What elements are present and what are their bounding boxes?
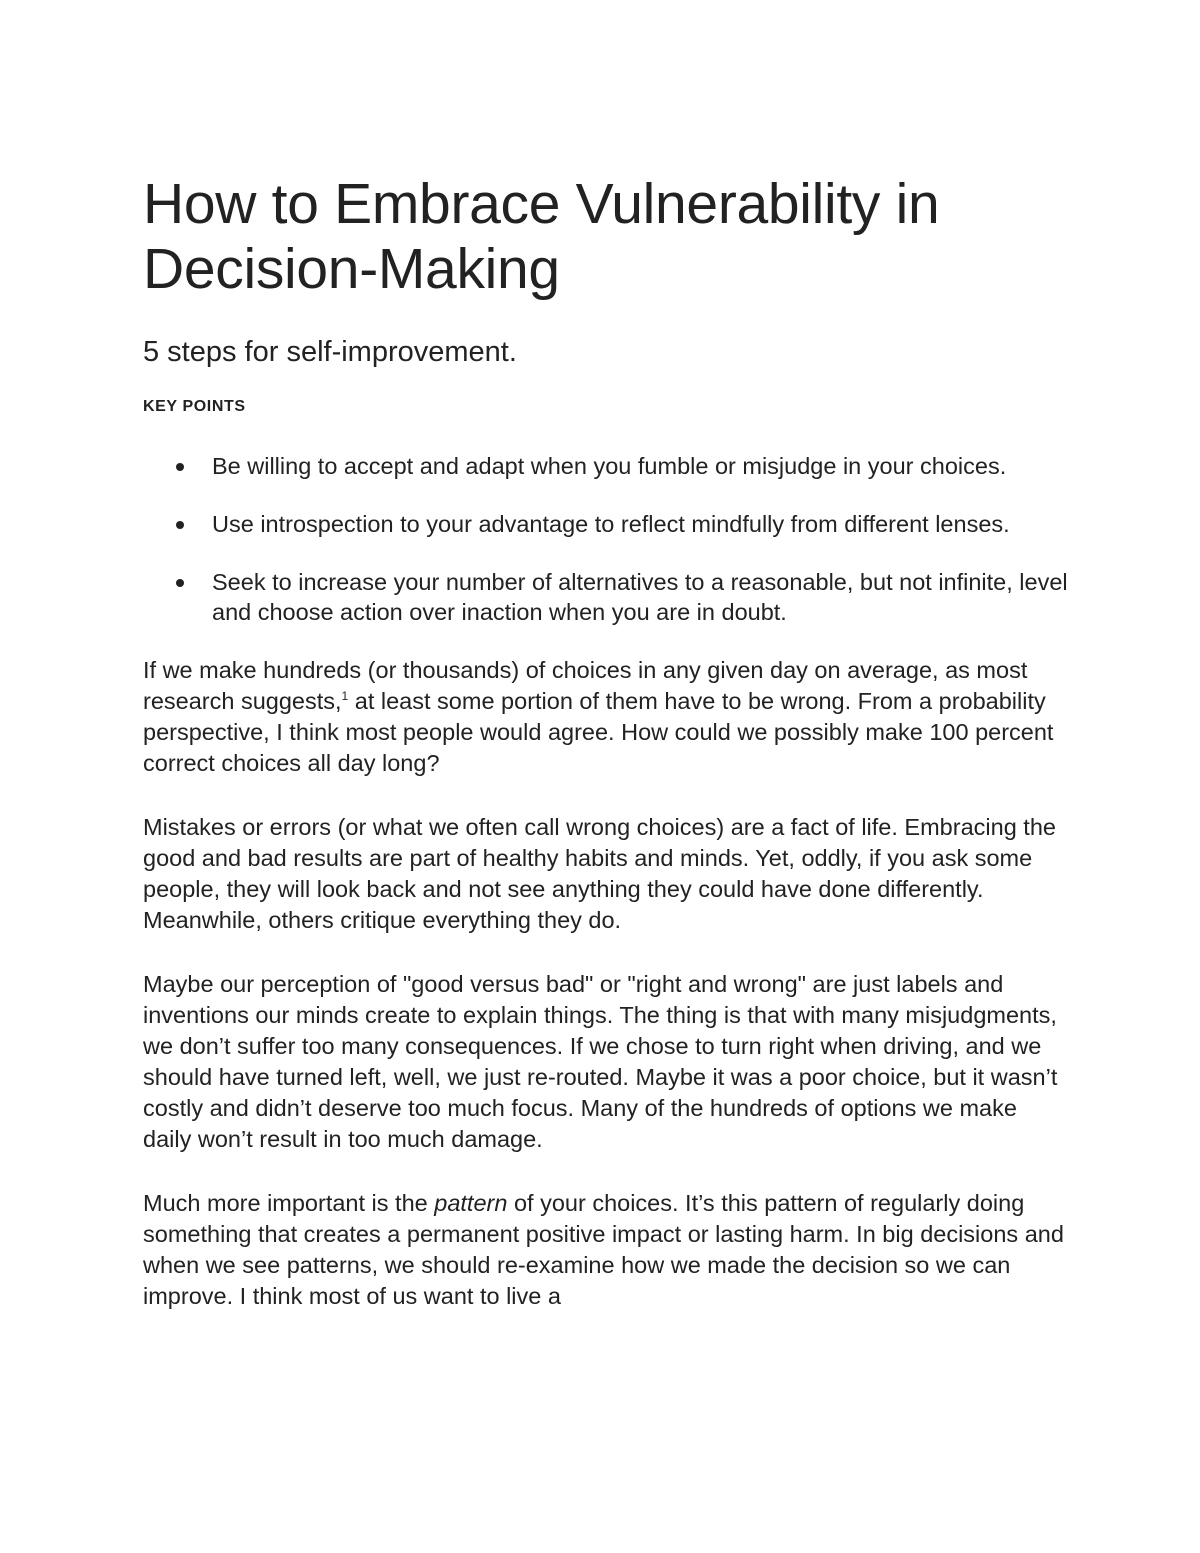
bullet-icon — [176, 463, 184, 471]
key-points-label: KEY POINTS — [143, 398, 246, 415]
paragraph-2: Mistakes or errors (or what we often call wrong choices) are a fact of life. Embracing the good and bad results are part of healthy habits and minds. Yet, oddly, if you ask some people, they will look back and not see anything they could have done differently. Meanwhile, others critique everything they do. — [143, 814, 1056, 933]
article-subtitle: 5 steps for self-improvement. — [143, 336, 517, 368]
key-point-item — [143, 451, 1068, 481]
document-page — [143, 172, 1068, 1345]
key-point-text: Be willing to accept and adapt when you fumble or misjudge in your choices. — [212, 453, 1007, 479]
key-point-text: Seek to increase your number of alternatives to a reasonable, but not infinite, level and choose action over inaction when you are in doubt. — [212, 569, 1068, 625]
paragraph-4-text-a: Much more important is the — [143, 1190, 435, 1216]
article-title: How to Embrace Vulnerability in Decision-Making — [143, 172, 940, 301]
paragraph-1-text-a: If we make hundreds (or thousands) of choices in any given day on average, as most research suggests, — [143, 657, 1028, 714]
paragraph-4-text-b: of your choices. It’s this pattern of regularly doing something that creates a permanent positive impact or lasting harm. In big decisions and when we see patterns, we should re-examine how we made the decision so we can improve. I think most of us want to live a — [143, 1190, 1064, 1309]
key-points-list — [143, 451, 1068, 627]
bullet-icon — [176, 579, 184, 587]
key-point-item — [143, 509, 1068, 539]
paragraph-1-text-b: at least some portion of them have to be wrong. From a probability perspective, I think most people would agree. How could we possibly make 100 percent correct choices all day long? — [143, 688, 1054, 776]
key-point-text: Use introspection to your advantage to reflect mindfully from different lenses. — [212, 511, 1010, 537]
paragraph-4 — [143, 1188, 1068, 1312]
bullet-icon — [176, 521, 184, 529]
emphasis-pattern: pattern — [434, 1190, 508, 1216]
paragraph-1 — [143, 655, 1068, 779]
key-point-item — [143, 567, 1068, 627]
footnote-reference[interactable]: 1 — [341, 689, 349, 704]
paragraph-3: Maybe our perception of "good versus bad" or "right and wrong" are just labels and inventions our minds create to explain things. The thing is that with many misjudgments, we don’t suffer too many consequences. If we chose to turn right when driving, and we should have turned left, well, we just re-routed. Maybe it was a poor choice, but it wasn’t costly and didn’t deserve too much focus. Many of the hundreds of options we make daily won’t result in too much damage. — [143, 971, 1058, 1152]
